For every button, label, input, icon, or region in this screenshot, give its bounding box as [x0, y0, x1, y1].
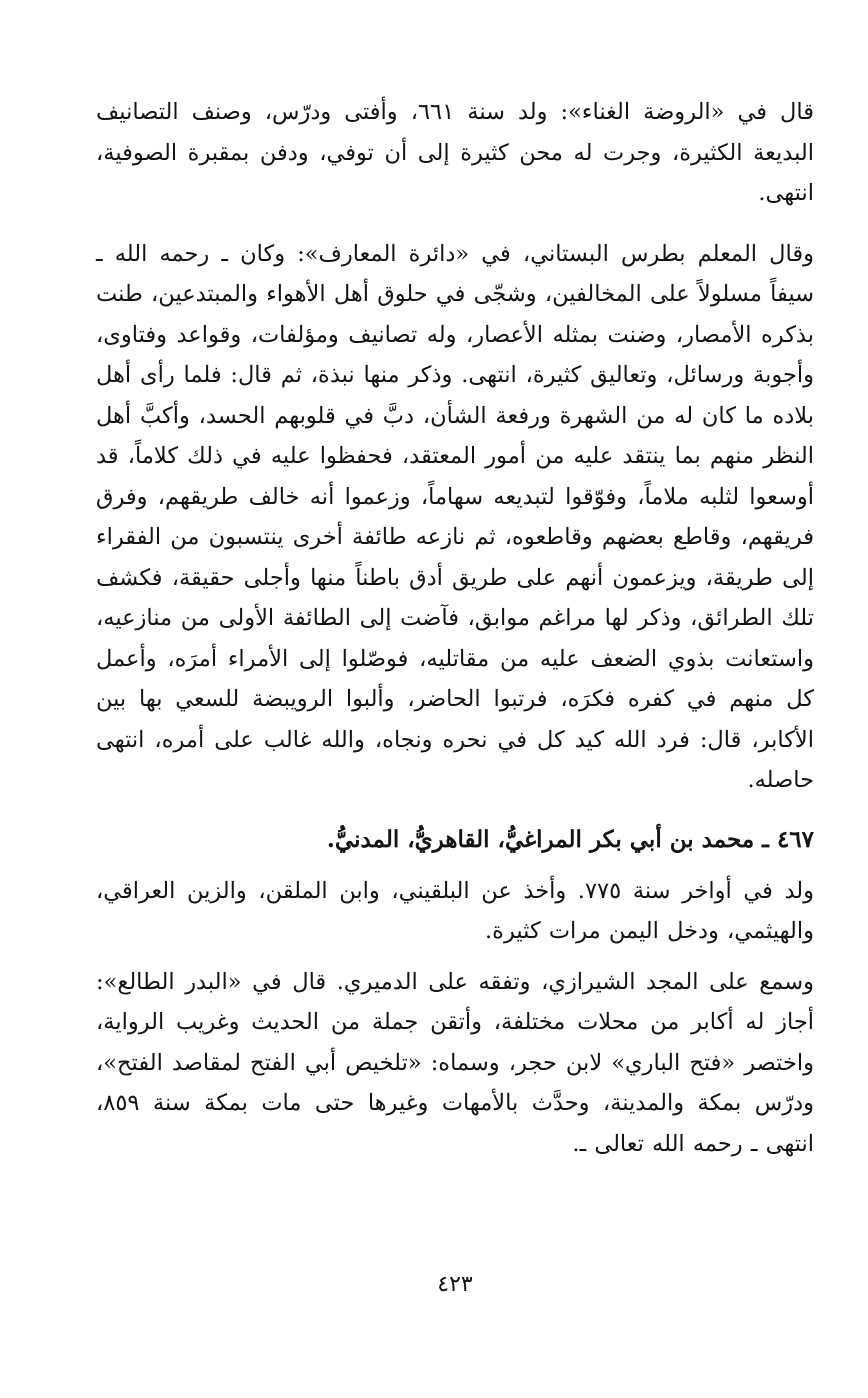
- entry-number: ٤٦٧: [776, 825, 814, 853]
- paragraph-bustani-quote: وقال المعلم بطرس البستاني، في «دائرة المعارف»: وكان ـ رحمه الله ـ سيفاً مسلولاً على المخالفين، وشجّى في حلوق أهل الأهواء والمبتدعين، طنت بذكره الأمصار، وضنت بمثله الأعصار، وله تصانيف ومؤلفات، وقواعد وفتاوى، وأجوبة ورسائل، وتعاليق كثيرة، انتهى. وذكر منها نبذة، ثم قال: فلما رأى أهل بلاده ما كان له من الشهرة ورفعة الشأن، دبَّ في قلوبهم الحسد، وأكبَّ أهل النظر منهم بما ينتقد عليه من أمور المعتقد، فحفظوا عليه في ذلك كلاماً، قد أوسعوا لثلبه ملاماً، وفوّقوا لتبديعه سهاماً، وزعموا أنه خالف طريقهم، وفرق فريقهم، وقاطع بعضهم وقاطعوه، ثم نازعه طائفة أخرى ينتسبون من الفقراء إلى طريقة، ويزعمون أنهم على طريق أدق باطناً منها وأجلى حقيقة، فكشف تلك الطرائق، وذكر لها مراغم موابق، فآضت إلى الطائفة الأولى من منازعيه، واستعانت بذوي الضعف عليه من مقاتليه، فوصّلوا إلى الأمراء أمرَه، وأعمل كل منهم في كفره فكرَه، فرتبوا الحاضر، وألبوا الرويبضة للسعي بها بين الأكابر، قال: فرد الله كيد كل في نحره ونجاه، والله غالب على أمره، انتهى حاصله.: [96, 240, 814, 793]
- book-page: [96, 92, 814, 1372]
- entry-heading: [96, 819, 814, 861]
- paragraph-studies-and-death: وسمع على المجد الشيرازي، وتفقه على الدميري. قال في «البدر الطالع»: أجاز له أكابر من محلات مختلفة، وأتقن جملة من الحديث وغريب الرواية، واختصر «فتح الباري» لابن حجر، وسماه: «تلخيص أبي الفتح لمقاصد الفتح»، ودرّس بمكة والمدينة، وحدَّث بالأمهات وغيرها حتى مات بمكة سنة ٨٥٩، انتهى ـ رحمه الله تعالى ـ.: [96, 968, 814, 1157]
- paragraph-rawda-quote: قال في «الروضة الغناء»: ولد سنة ٦٦١، وأفتى ودرّس، وصنف التصانيف البديعة الكثيرة، وجرت له محن كثيرة إلى أن توفي، ودفن بمقبرة الصوفية، انتهى.: [96, 99, 814, 206]
- entry-title: محمد بن أبي بكر المراغيُّ، القاهريُّ، المدنيُّ.: [326, 825, 755, 853]
- paragraph-birth-and-teachers: ولد في أواخر سنة ٧٧٥. وأخذ عن البلقيني، وابن الملقن، والزين العراقي، والهيثمي، ودخل اليمن مرات كثيرة.: [96, 877, 815, 944]
- entry-separator: ـ: [754, 825, 777, 853]
- page-number: ٤٢٣: [437, 1272, 473, 1297]
